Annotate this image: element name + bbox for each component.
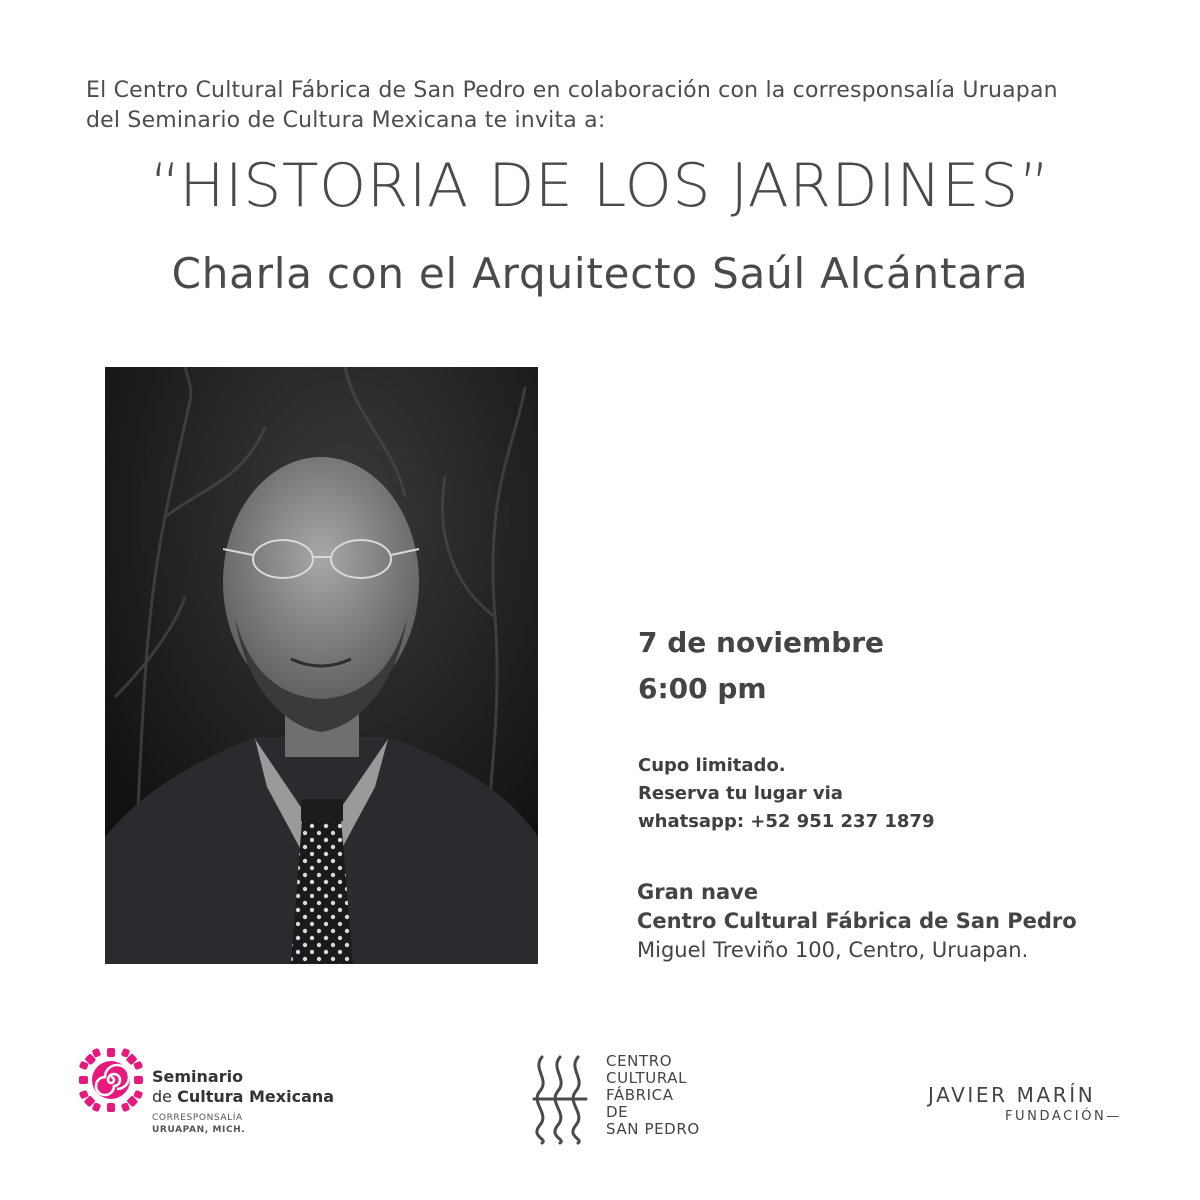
- ccf-line-2: CULTURAL: [606, 1069, 688, 1087]
- ccf-line-1: CENTRO: [606, 1052, 673, 1070]
- venue-address: Miguel Treviño 100, Centro, Uruapan.: [637, 938, 1029, 962]
- cupo-line-2: Reserva tu lugar via: [638, 783, 843, 804]
- event-title: “HISTORIA DE LOS JARDINES”: [149, 151, 1051, 221]
- smc-line-4: URUAPAN, MICH.: [152, 1125, 246, 1135]
- ccf-line-3: FÁBRICA: [606, 1086, 674, 1104]
- venue-name: Centro Cultural Fábrica de San Pedro: [637, 909, 1077, 933]
- event-datetime: [638, 620, 884, 712]
- fundacion-javier-marin-logo: [928, 1083, 1128, 1127]
- wave-columns-icon: [528, 1055, 592, 1145]
- venue-info: [637, 878, 1077, 965]
- event-date: 7 de noviembre: [638, 626, 885, 659]
- smc-line-2-prefix: de: [152, 1087, 178, 1106]
- intro-line-1: El Centro Cultural Fábrica de San Pedro en colaboración con la corresponsalía Uruapan: [86, 78, 1058, 103]
- ccf-line-4: DE: [606, 1103, 629, 1121]
- smc-line-2: [152, 1087, 334, 1107]
- event-time: 6:00 pm: [638, 672, 767, 705]
- smc-line-3: CORRESPONSALÍA: [152, 1113, 243, 1123]
- cupo-line-1: Cupo limitado.: [638, 755, 786, 776]
- intro-text: [86, 76, 1126, 136]
- centro-cultural-fabrica-logo: [528, 1052, 728, 1145]
- sun-spiral-icon: [78, 1047, 144, 1113]
- ccf-line-5: SAN PEDRO: [606, 1120, 700, 1138]
- venue-hall: Gran nave: [637, 880, 759, 904]
- intro-line-2: del Seminario de Cultura Mexicana te invita a:: [86, 108, 606, 133]
- jm-line-1: JAVIER MARÍN: [928, 1083, 1096, 1107]
- speaker-portrait-illustration: [105, 367, 538, 964]
- reservation-info: [638, 752, 934, 836]
- smc-line-2-bold: Cultura Mexicana: [177, 1087, 335, 1106]
- seminario-cultura-mexicana-logo: [78, 1045, 378, 1135]
- whatsapp-contact: whatsapp: +52 951 237 1879: [638, 811, 935, 832]
- jm-line-2: FUNDACIÓN—: [1004, 1109, 1122, 1124]
- speaker-photo: [105, 367, 538, 964]
- smc-line-1: Seminario: [152, 1067, 244, 1086]
- event-subtitle: Charla con el Arquitecto Saúl Alcántara: [171, 249, 1029, 298]
- ccf-text: [606, 1053, 700, 1138]
